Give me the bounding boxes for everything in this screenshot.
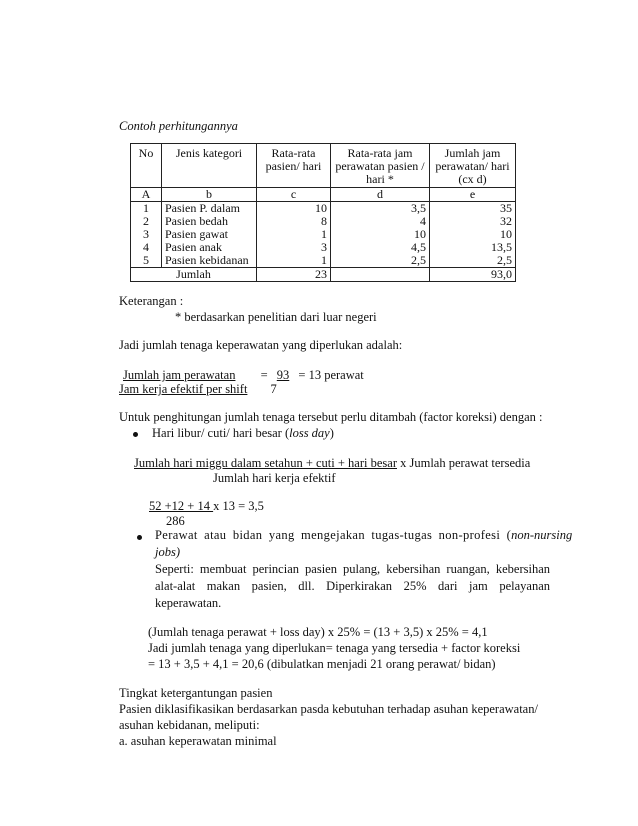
formula3-numerator: 52 +12 + 14 — [149, 499, 214, 513]
formula2-rest: x Jumlah perawat tersedia — [397, 456, 531, 470]
cell-e: 32 — [430, 215, 516, 228]
bullet1-text — [152, 426, 334, 442]
total-e: 93,0 — [430, 268, 516, 282]
letter-b: b — [162, 188, 257, 202]
bullet2-line3: alat-alat makan pasien, dll. Diperkirakan 25% dari jam pelayanan — [155, 579, 550, 593]
total-label: Jumlah — [131, 268, 257, 282]
cell-no: 5 — [131, 254, 162, 268]
col-header-rata-pasien: Rata-rata pasien/ hari — [257, 144, 331, 188]
bullet2-line2: Seperti: membuat perincian pasien pulang, kebersihan ruangan, kebersihan — [155, 562, 550, 576]
cell-d: 10 — [331, 228, 430, 241]
cell-c: 8 — [257, 215, 331, 228]
formula1-denominator: Jam kerja efektif per shift — [119, 382, 248, 396]
cell-c: 3 — [257, 241, 331, 254]
formula2-numerator: Jumlah hari miggu dalam setahun + cuti + hari besar — [134, 456, 397, 470]
cell-jenis: Pasien P. dalam — [162, 202, 257, 216]
tingkat-line-3: a. asuhan keperawatan minimal — [119, 734, 277, 748]
bullet-icon — [137, 535, 142, 540]
formula2-numerator-line — [134, 456, 530, 472]
bullet2-italic-b: jobs) — [155, 545, 180, 559]
formula1-value-den: 7 — [270, 382, 277, 396]
table-letter-row — [131, 188, 516, 202]
formula3-numerator-line — [149, 499, 264, 515]
cell-no: 4 — [131, 241, 162, 254]
table-row — [131, 254, 516, 268]
bullet2-line1-text: Perawat atau bidan yang mengejakan tugas-tugas non-profesi ( — [155, 528, 512, 542]
cell-d: 2,5 — [331, 254, 430, 268]
tingkat-line-2: asuhan kebidanan, meliputi: — [119, 718, 260, 732]
cell-e: 13,5 — [430, 241, 516, 254]
cell-d: 4,5 — [331, 241, 430, 254]
cell-c: 1 — [257, 228, 331, 241]
calc-line-2: Jadi jumlah tenaga yang diperlukan= tenaga yang tersedia + factor koreksi — [148, 641, 521, 655]
bullet2-line1 — [155, 528, 573, 544]
formula1-eq: = — [260, 368, 268, 382]
cell-jenis: Pasien anak — [162, 241, 257, 254]
formula2-denominator: Jumlah hari kerja efektif — [213, 471, 336, 485]
formula1-result: = 13 perawat — [298, 368, 364, 382]
calc-line-3: = 13 + 3,5 + 4,1 = 20,6 (dibulatkan menjadi 21 orang perawat/ bidan) — [148, 657, 496, 671]
tingkat-line-1: Pasien diklasifikasikan berdasarkan pasda kebutuhan terhadap asuhan keperawatan/ — [119, 702, 538, 716]
formula1-denominator-line — [119, 382, 277, 398]
bullet-icon — [133, 432, 138, 437]
table-total-row — [131, 268, 516, 282]
cell-e: 2,5 — [430, 254, 516, 268]
letter-e: e — [430, 188, 516, 202]
bullet2-line4: keperawatan. — [155, 596, 222, 610]
formula1-numerator: Jumlah jam perawatan — [123, 368, 236, 382]
col-header-no: No — [131, 144, 162, 188]
cell-d: 3,5 — [331, 202, 430, 216]
letter-c: c — [257, 188, 331, 202]
tingkat-heading: Tingkat ketergantungan pasien — [119, 686, 273, 700]
cell-e: 35 — [430, 202, 516, 216]
bullet1-text-main: Hari libur/ cuti/ hari besar ( — [152, 426, 290, 440]
koreksi-line: Untuk penghitungan jumlah tenaga tersebut perlu ditambah (factor koreksi) dengan : — [119, 410, 543, 424]
col-header-jumlah-jam: Jumlah jam perawatan/ hari (cx d) — [430, 144, 516, 188]
total-d-empty — [331, 268, 430, 282]
letter-d: d — [331, 188, 430, 202]
section-heading: Contoh perhitungannya — [119, 119, 238, 133]
calculation-table — [130, 143, 516, 282]
cell-jenis: Pasien kebidanan — [162, 254, 257, 268]
col-header-jenis: Jenis kategori — [162, 144, 257, 188]
cell-c: 1 — [257, 254, 331, 268]
cell-no: 3 — [131, 228, 162, 241]
bullet1-end: ) — [329, 426, 334, 440]
cell-d: 4 — [331, 215, 430, 228]
formula1-value-num: 93 — [276, 368, 290, 382]
cell-no: 2 — [131, 215, 162, 228]
bullet1-italic: loss day — [289, 426, 330, 440]
table-header-row — [131, 144, 516, 188]
calc-line-1: (Jumlah tenaga perawat + loss day) x 25% = (13 + 3,5) x 25% = 4,1 — [148, 625, 488, 639]
total-c: 23 — [257, 268, 331, 282]
keterangan-label: Keterangan : — [119, 294, 184, 308]
cell-e: 10 — [430, 228, 516, 241]
formula3-rest: x 13 = 3,5 — [213, 499, 264, 513]
bullet2-italic-a: non-nursing — [511, 528, 573, 542]
jadi-line: Jadi jumlah tenaga keperawatan yang diperlukan adalah: — [119, 338, 403, 352]
letter-a: A — [131, 188, 162, 202]
cell-no: 1 — [131, 202, 162, 216]
cell-jenis: Pasien bedah — [162, 215, 257, 228]
keterangan-note: * berdasarkan penelitian dari luar negeri — [175, 310, 377, 324]
col-header-rata-jam: Rata-rata jam perawatan pasien / hari * — [331, 144, 430, 188]
formula3-denominator: 286 — [166, 514, 185, 528]
table-row — [131, 202, 516, 216]
cell-c: 10 — [257, 202, 331, 216]
cell-jenis: Pasien gawat — [162, 228, 257, 241]
